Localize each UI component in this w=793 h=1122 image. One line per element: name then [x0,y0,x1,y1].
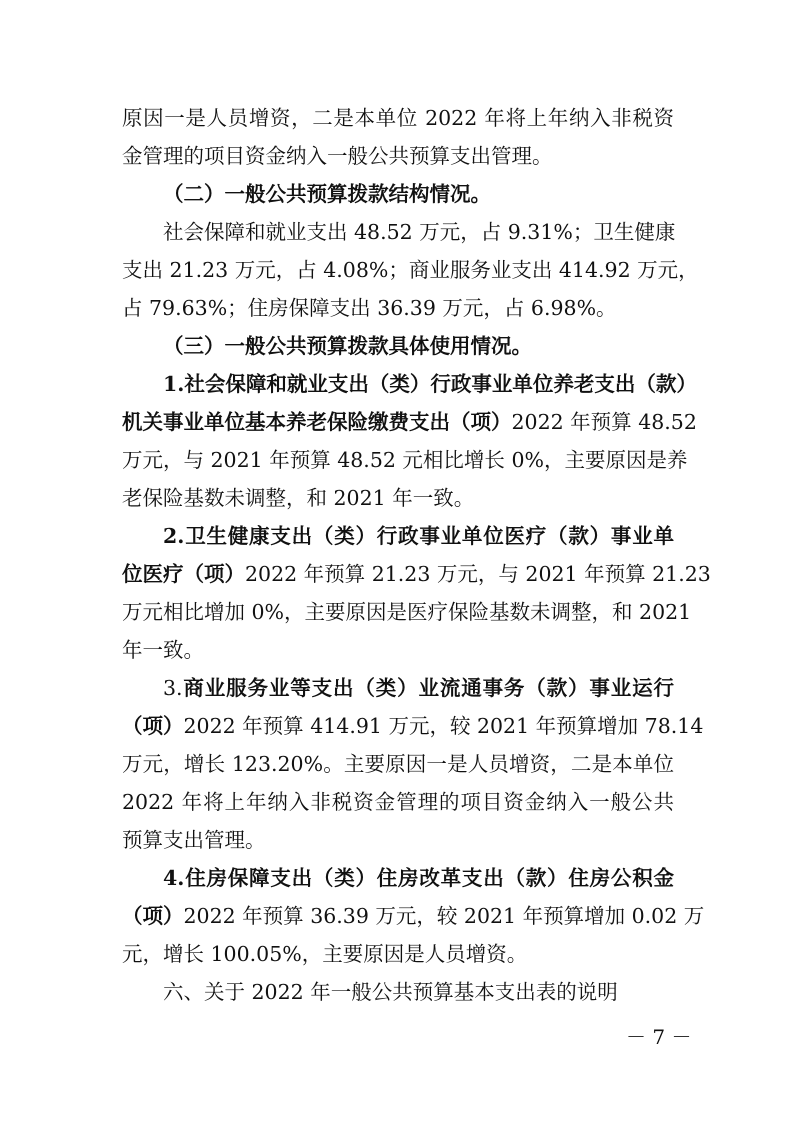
item-4-heading [163,863,674,893]
paragraph-line [122,103,674,133]
line-text: 4.住房保障支出（类）住房改革支出（款）住房公积金 [163,866,674,890]
line-text: 2022 年预算 21.23 万元，与 2021 年预算 21.23 [245,562,711,586]
line-text: 万元相比增加 0%，主要原因是医疗保险基数未调整，和 2021 [122,600,692,624]
line-text: 老保险基数未调整，和 2021 年一致。 [122,486,475,510]
section-heading-6 [163,977,674,1007]
paragraph-line [122,559,711,589]
paragraph-line [163,217,674,247]
line-text: 2.卫生健康支出（类）行政事业单位医疗（款）事业单 [163,524,674,548]
line-text-bold: 机关事业单位基本养老保险缴费支出（项） [122,410,512,434]
item-1-heading [163,369,697,399]
line-text: 元，增长 100.05%，主要原因是人员增资。 [122,942,528,966]
line-text: 3. [163,676,183,700]
paragraph-line [122,483,674,513]
line-text: 2022 年预算 36.39 万元，较 2021 年预算增加 0.02 万 [183,904,705,928]
heading-text: 六、关于 2022 年一般公共预算基本支出表的说明 [163,980,618,1004]
heading-text: （二）一般公共预算拨款结构情况。 [163,182,491,206]
paragraph-line [122,635,674,665]
paragraph-line [122,293,674,323]
line-text: 金管理的项目资金纳入一般公共预算支出管理。 [122,144,553,168]
line-text: 2022 年预算 48.52 [511,410,697,434]
line-text-bold: 位医疗（项） [122,562,245,586]
paragraph-line [122,825,674,855]
line-text: 2022 年预算 414.91 万元，较 2021 年预算增加 78.14 [183,714,704,738]
page-number: － 7 － [626,1025,692,1049]
paragraph-line [122,141,674,171]
paragraph-line [122,445,688,475]
item-3-heading [163,673,674,703]
paragraph-line [122,901,705,931]
line-text: 万元，增长 123.20%。主要原因一是人员增资，二是本单位 [122,752,674,776]
line-text-bold: 商业服务业等支出（类）业流通事务（款）事业运行 [182,676,674,700]
item-2-heading [163,521,674,551]
line-text: 2022 年将上年纳入非税资金管理的项目资金纳入一般公共 [122,790,674,814]
line-text-bold: （项） [122,714,184,738]
line-text: 1.社会保障和就业支出（类）行政事业单位养老支出（款） [163,372,697,396]
paragraph-line [122,939,674,969]
line-text: 预算支出管理。 [122,828,266,852]
line-text: 万元，与 2021 年预算 48.52 元相比增长 0%，主要原因是养 [122,448,688,472]
section-heading-3 [163,331,674,361]
heading-text: （三）一般公共预算拨款具体使用情况。 [163,334,532,358]
line-text: 社会保障和就业支出 48.52 万元，占 9.31%；卫生健康 [163,220,676,244]
paragraph-line [122,749,674,779]
line-text: 原因一是人员增资，二是本单位 2022 年将上年纳入非税资 [122,106,674,130]
line-text-bold: （项） [122,904,184,928]
line-text: 年一致。 [122,638,204,662]
paragraph-line [122,787,674,817]
paragraph-line [122,597,692,627]
paragraph-line [122,711,704,741]
line-text: 支出 21.23 万元，占 4.08%；商业服务业支出 414.92 万元， [122,258,699,282]
paragraph-line [122,255,699,285]
paragraph-line [122,407,697,437]
section-heading-2 [163,179,674,209]
line-text: 占 79.63%；住房保障支出 36.39 万元，占 6.98%。 [122,296,617,320]
